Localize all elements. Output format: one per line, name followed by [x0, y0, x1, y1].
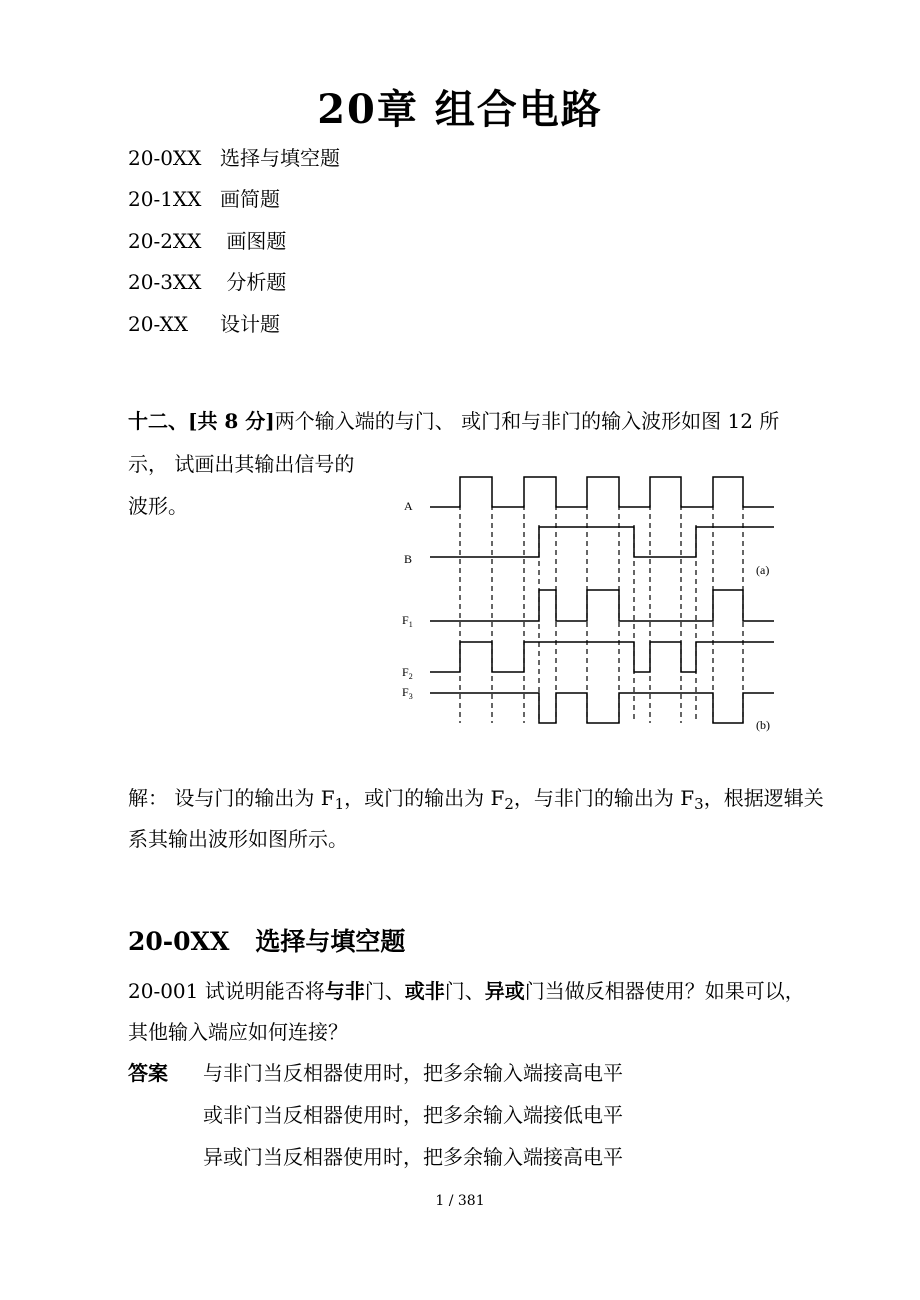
label-f3-sub: 3	[408, 692, 413, 701]
label-f1-letter: F	[402, 613, 409, 627]
q-text: 门、	[444, 979, 485, 1003]
toc-item-design	[128, 308, 280, 337]
waveform-figure	[390, 465, 780, 743]
q-bold: 或非	[404, 979, 445, 1003]
question-001-line1	[128, 975, 805, 1004]
page-number: 1 / 381	[435, 1193, 485, 1209]
label-b: B	[404, 552, 413, 566]
waveform-a	[430, 477, 774, 507]
answer-line: 或非门当反相器使用时，把多余输入端接低电平	[203, 1103, 623, 1127]
answer-line: 与非门当反相器使用时，把多余输入端接高电平	[203, 1061, 623, 1085]
toc-item-short	[128, 183, 280, 212]
problem-12-line2: 示， 试画出其输出信号的	[128, 452, 355, 476]
problem-12-line3: 波形。	[128, 494, 188, 518]
waveform-f3	[430, 693, 774, 723]
label-f2-sub: 2	[408, 672, 413, 681]
solution-line2: 系其输出波形如图所示。	[128, 827, 348, 851]
solution-sub2: 2	[504, 795, 514, 813]
toc-item-analysis	[128, 266, 286, 295]
toc-item-drawing	[128, 225, 286, 254]
toc-label: 画简题	[220, 187, 280, 211]
q-text: 20-001 试说明能否将	[128, 979, 325, 1003]
label-f3	[402, 685, 413, 701]
toc-item-choice	[128, 142, 340, 171]
page-title: 20章 组合电路	[317, 86, 603, 133]
toc-code: 20-XX	[128, 312, 188, 336]
waveform-f2	[430, 642, 774, 672]
solution-text: 解： 设与门的输出为 F	[128, 786, 335, 810]
answer-label: 答案	[128, 1061, 168, 1085]
question-001-line2: 其他输入端应如何连接？	[128, 1020, 348, 1044]
timing-guides	[460, 505, 743, 723]
toc-code: 20-0XX	[128, 146, 202, 170]
waveform-f1	[430, 590, 774, 621]
figure-part-b: (b)	[756, 718, 770, 732]
label-a: A	[404, 499, 413, 513]
solution-text: ，或门的输出为 F	[344, 786, 505, 810]
q-bold: 与非	[324, 979, 365, 1003]
toc-label: 选择与填空题	[220, 146, 340, 170]
label-f2	[402, 665, 413, 681]
solution-text: ，与非门的输出为 F	[513, 786, 695, 810]
section-code: 20-0XX	[128, 927, 230, 956]
answer-line: 异或门当反相器使用时，把多余输入端接高电平	[203, 1145, 623, 1169]
solution-sub3: 3	[694, 795, 704, 813]
label-f2-letter: F	[402, 665, 409, 679]
toc-label: 分析题	[220, 270, 287, 294]
solution-sub1: 1	[334, 795, 345, 813]
problem-12-line1	[128, 405, 779, 434]
solution-text: ，根据逻辑关	[703, 786, 824, 810]
toc-label: 画图题	[220, 229, 287, 253]
problem-12-text: 两个输入端的与门、 或门和与非门的输入波形如图 12 所	[274, 409, 780, 433]
solution-line1	[128, 782, 824, 813]
toc-code: 20-2XX	[128, 229, 202, 253]
q-bold: 异或	[484, 979, 525, 1003]
label-f3-letter: F	[402, 685, 409, 699]
section-label: 选择与填空题	[255, 927, 406, 956]
toc-label: 设计题	[220, 312, 280, 336]
toc-code: 20-1XX	[128, 187, 202, 211]
label-f1-sub: 1	[408, 620, 413, 629]
problem-12-head: 十二、[共 8 分]	[128, 409, 275, 433]
section-heading	[128, 922, 405, 958]
waveform-b	[430, 527, 774, 557]
figure-part-a: (a)	[756, 563, 770, 577]
toc-code: 20-3XX	[128, 270, 202, 294]
label-f1	[402, 613, 413, 629]
q-text: 门、	[364, 979, 405, 1003]
q-text: 门当做反相器使用？如果可以，	[524, 979, 805, 1003]
